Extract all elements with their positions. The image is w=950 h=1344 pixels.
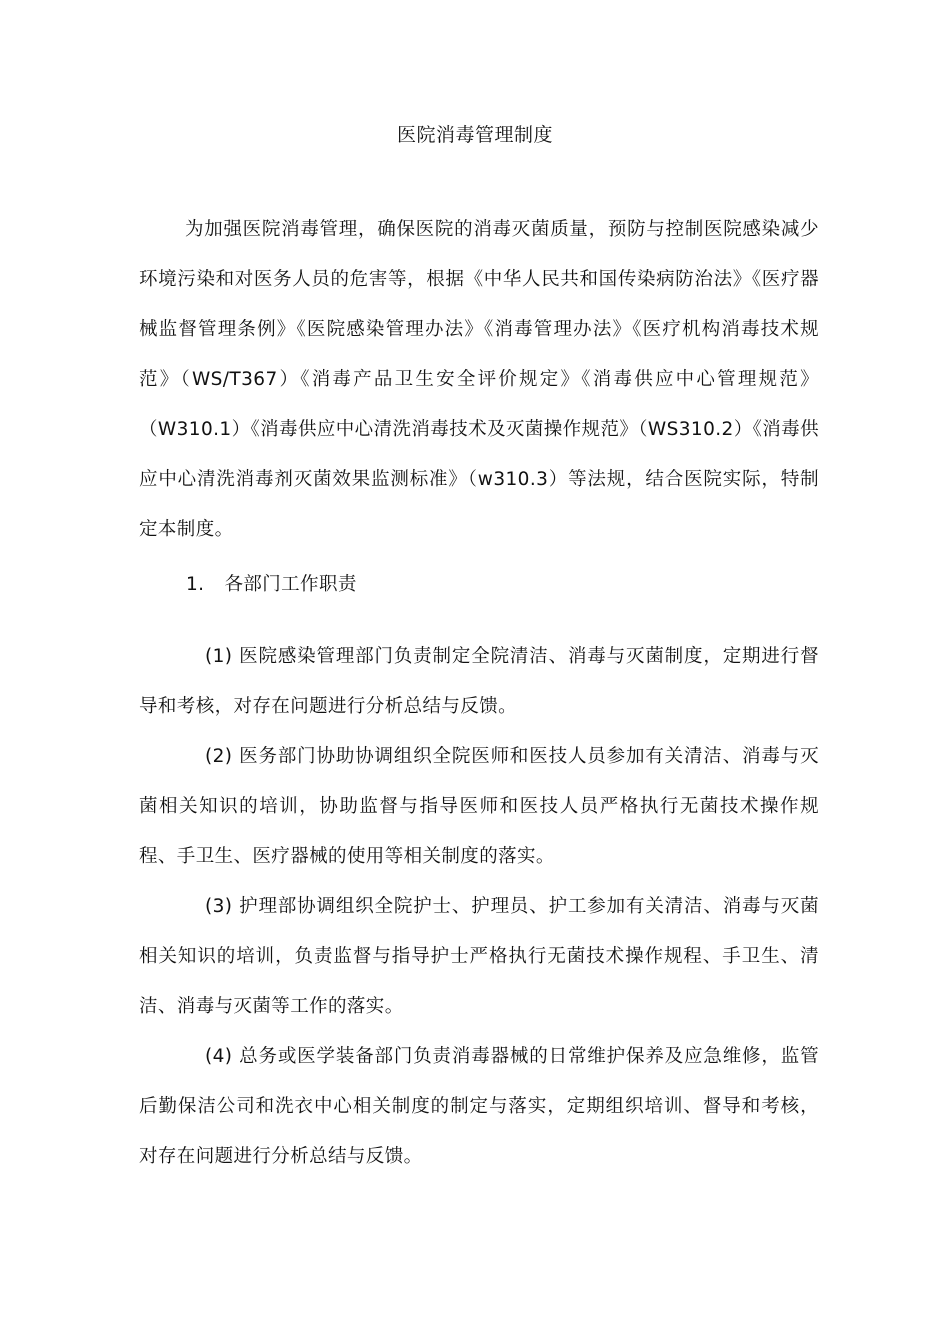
section-title: 各部门工作职责 <box>224 574 357 595</box>
duty-item-2: (2) 医务部门协助协调组织全院医师和医技人员参加有关清洁、消毒与灭菌相关知识的培训，协助监督与指导医师和医技人员严格执行无菌技术操作规程、手卫生、医疗器械的使用等相关制度的落实。 <box>139 746 819 867</box>
duty-item-4: (4) 总务或医学装备部门负责消毒器械的日常维护保养及应急维修，监管后勤保洁公司和洗衣中心相关制度的制定与落实，定期组织培训、督导和考核，对存在问题进行分析总结与反馈。 <box>139 1046 819 1167</box>
document-title: 医院消毒管理制度 <box>396 124 553 146</box>
duty-item-3: (3) 护理部协调组织全院护士、护理员、护工参加有关清洁、消毒与灭菌相关知识的培训，负责监督与指导护士严格执行无菌技术操作规程、手卫生、清洁、消毒与灭菌等工作的落实。 <box>139 896 819 1017</box>
duty-item-1: (1) 医院感染管理部门负责制定全院清洁、消毒与灭菌制度，定期进行督导和考核，对存在问题进行分析总结与反馈。 <box>139 646 819 717</box>
intro-paragraph: 为加强医院消毒管理，确保医院的消毒灭菌质量，预防与控制医院感染减少环境污染和对医务人员的危害等，根据《中华人民共和国传染病防治法》《医疗器械监督管理条例》《医院感染管理办法》《消毒管理办法》《医疗机构消毒技术规范》（WS/T367）《消毒产品卫生安全评价规定》《消毒供应中心管理规范》（W310.1）《消毒供应中心清洗消毒技术及灭菌操作规范》（WS310.2）《消毒供应中心清洗消毒剂灭菌效果监测标准》（w310.3）等法规，结合医院实际，特制定本制度。 <box>139 219 819 540</box>
section-number: 1. <box>186 574 205 595</box>
section-heading <box>186 560 357 610</box>
